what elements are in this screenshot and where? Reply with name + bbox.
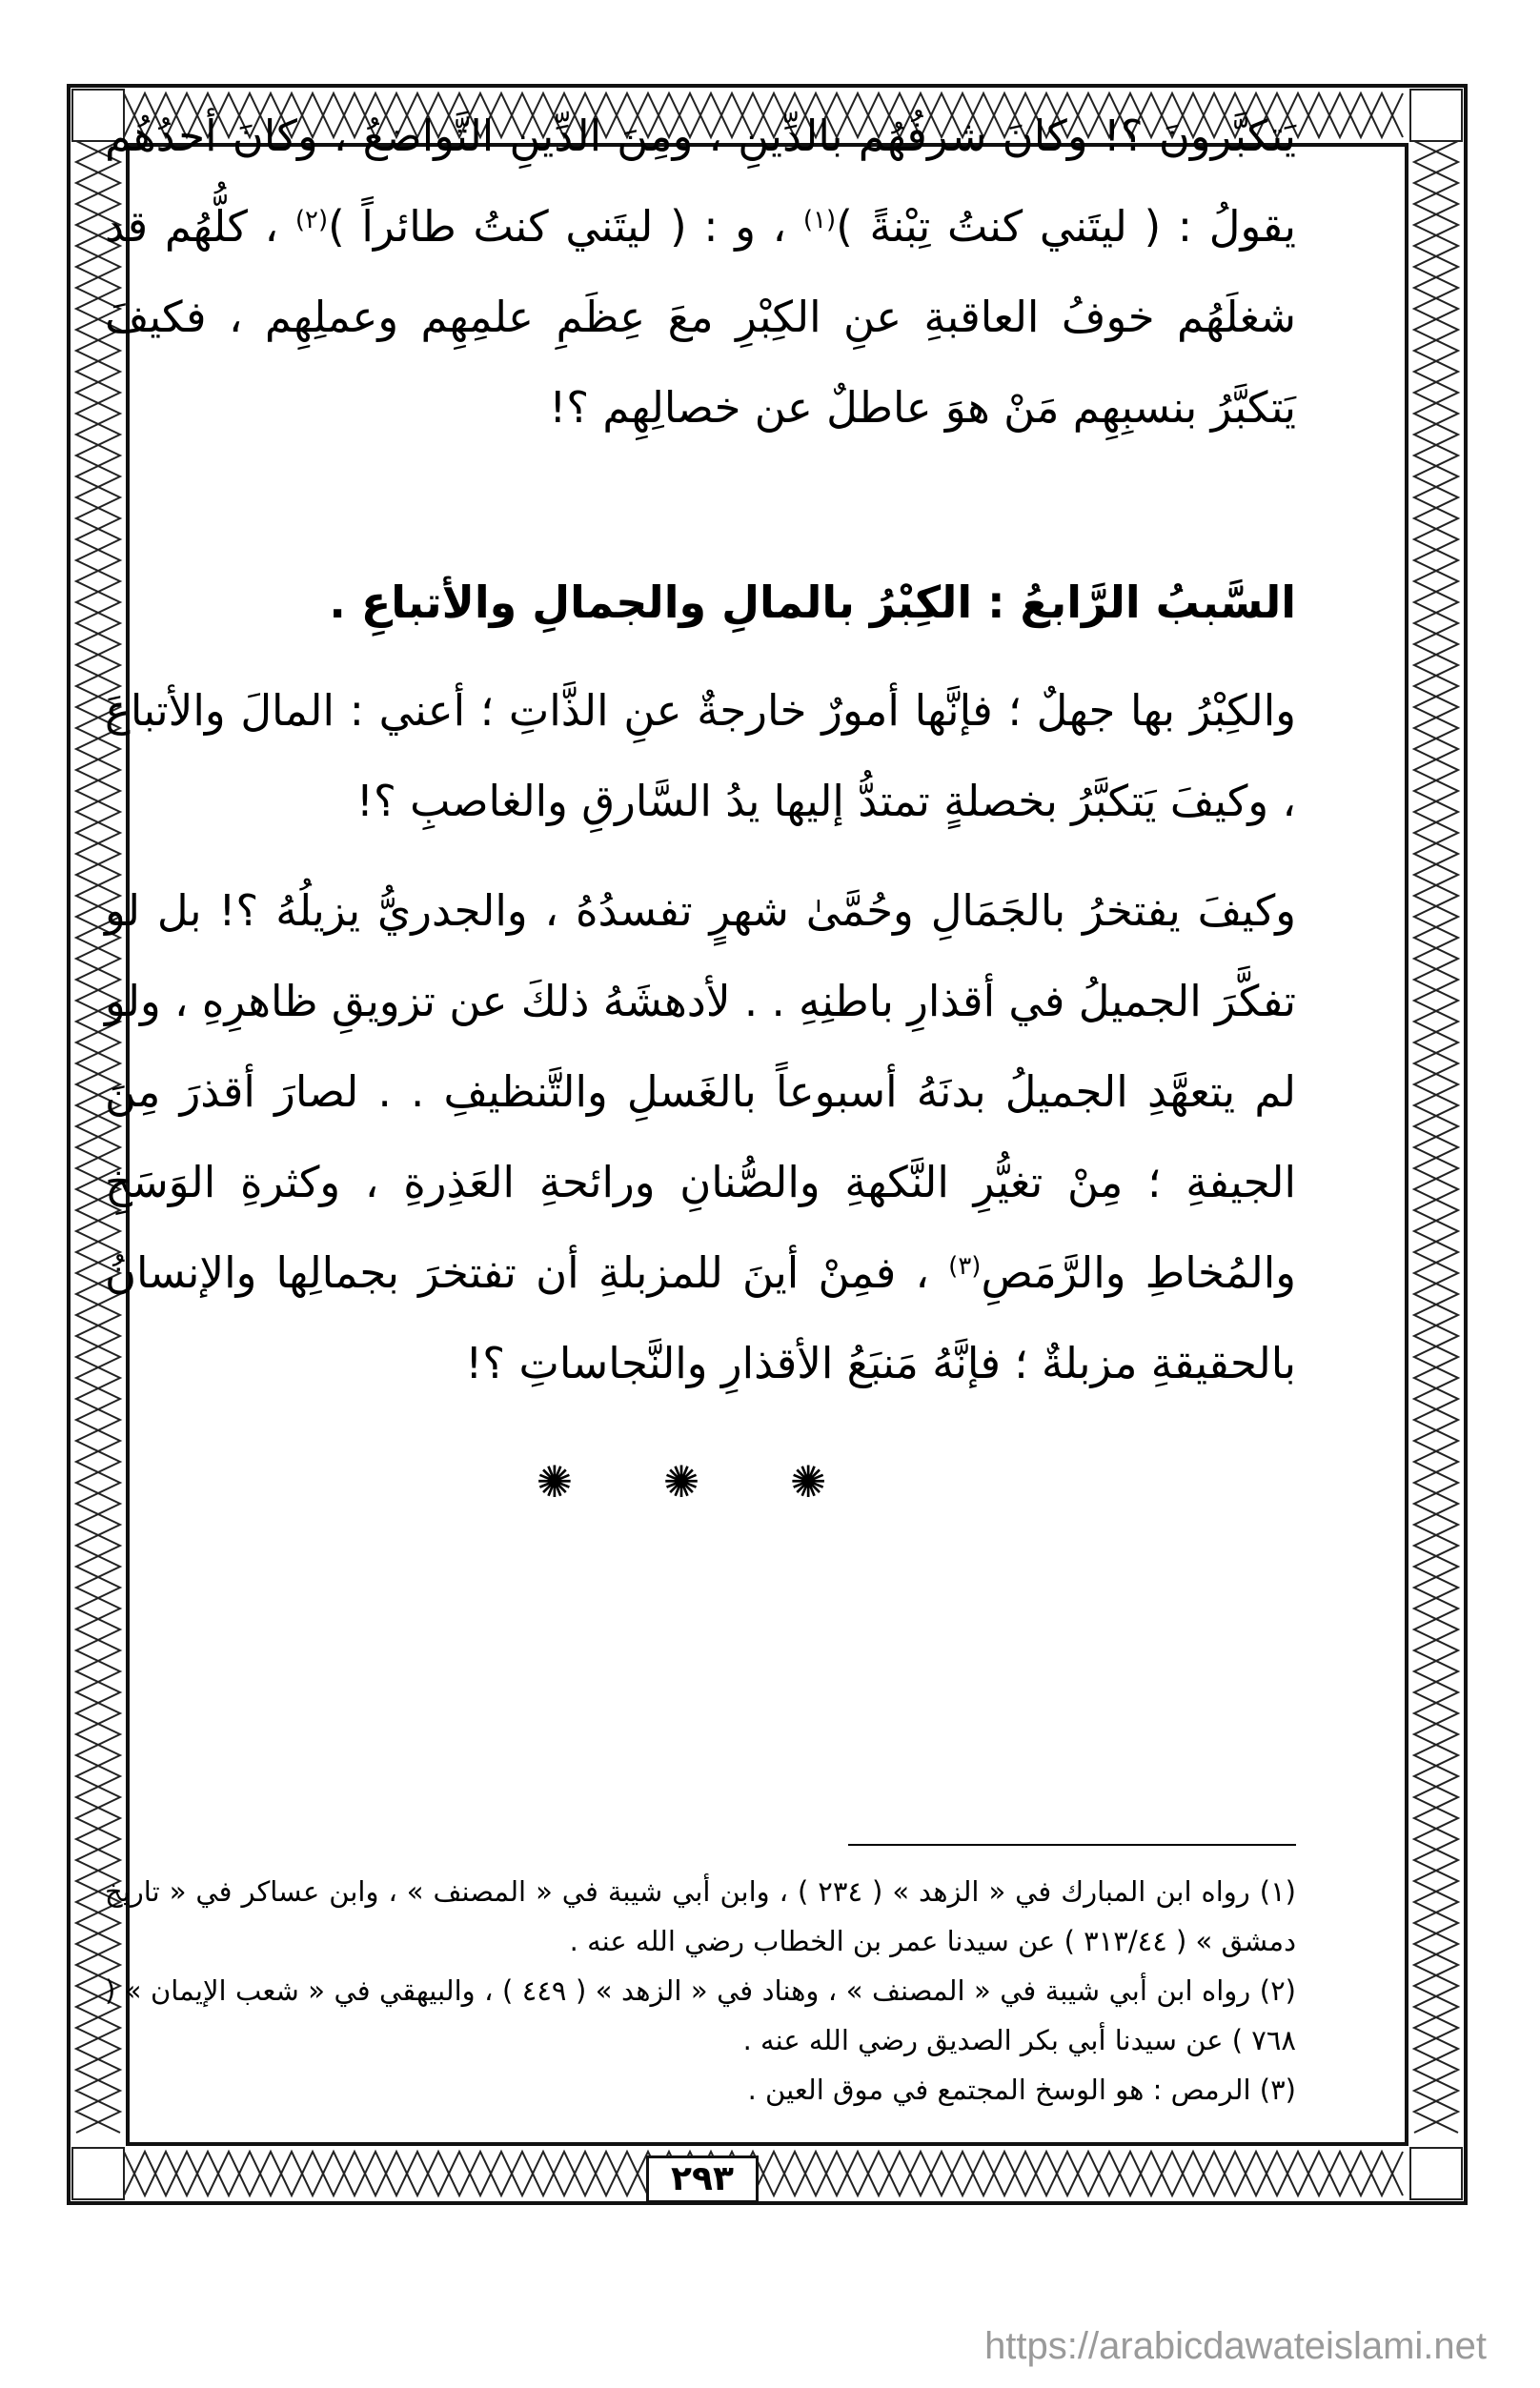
footnote-3: (٣) الرمص : هو الوسخ المجتمع في موق العين . (747, 2074, 1296, 2106)
ornament-divider-icon: ✺ ✺ ✺ (536, 1456, 865, 1508)
footnote-ref-1[interactable]: (١) (802, 206, 837, 234)
footnote-ref-2[interactable]: (٢) (294, 206, 329, 234)
footnotes (105, 1844, 1296, 2115)
watermark-url: https://arabicdawateislami.net (984, 2325, 1487, 2367)
footnote-2: (٢) رواه ابن أبي شيبة في « المصنف » ، وهناد في « الزهد » ( ٤٤٩ ) ، والبيهقي في « شعب الإيمان » ( ٧٦٨ ) عن سيدنا أبي بكر الصديق رضي الله عنه . (105, 1974, 1296, 2056)
footnote-1: (١) رواه ابن المبارك في « الزهد » ( ٢٣٤ ) ، وابن أبي شيبة في « المصنف » ، وابن عساكر في « تاريخ دمشق » ( ٣١٣/٤٤ ) عن سيدنا عمر بن الخطاب رضي الله عنه . (105, 1875, 1296, 1957)
paragraph-3a-text: وكيفَ يفتخرُ بالجَمَالِ وحُمَّىٰ شهرٍ تفسدُهُ ، والجدريُّ يزيلُهُ ؟! بل لو تفكَّرَ الجميلُ في أقذارِ باطنِهِ . . لأدهشَهُ ذلكَ عن تزويقِ ظاهرِهِ ، ولو لم يتعهَّدِ الجميلُ بدنَهُ أسبوعاً بالغَسلِ والتَّنظيفِ . . لصارَ أقذرَ مِنَ الجيفةِ ؛ مِنْ تغيُّرِ النَّكهةِ والصُّنانِ ورائحةِ العَذِرةِ ، وكثرةِ الوَسَخِ والمُخاطِ والرَّمَصِ (105, 885, 1296, 1298)
section-heading: السَّببُ الرَّابعُ : الكِبْرُ بالمالِ والجمالِ والأتباعِ . (329, 577, 1296, 628)
footnote-ref-3[interactable]: (٣) (948, 1252, 982, 1281)
main-text (105, 91, 1296, 1508)
page-number: ٢٩٣ (646, 2155, 759, 2203)
paragraph-1 (105, 91, 1296, 453)
paragraph-1b-text: ، و : ( ليتَني كنتُ طائراً ) (328, 201, 787, 252)
paragraph-3 (105, 865, 1296, 1408)
paragraph-1c-text: ، كلُّهُم قد شغلَهُم خوفُ العاقبةِ عنِ الكِبْرِ معَ عِظَمِ علمِهِم وعملِهِم ، فكيفَ يَتكبَّرُ بنسبِهِم مَنْ هوَ عاطلٌ عن خصالِهِم ؟! (105, 201, 1296, 433)
footnote-separator (848, 1844, 1296, 1846)
paragraph-1-text: يَتكبَّرونَ ؟! وكانَ شرفُهُم بالدِّينِ ، ومِنَ الدِّينِ التَّواضعُ ، وكانَ أحدُهُم يقولُ : ( ليتَني كنتُ تِبْنةً ) (105, 111, 1296, 252)
paragraph-3b-text: ، فمِنْ أينَ للمزبلةِ أن تفتخرَ بجمالِها والإنسانُ بالحقيقةِ مزبلةٌ ؛ فإنَّهُ مَنبَعُ الأقذارِ والنَّجاساتِ ؟! (105, 1247, 1296, 1388)
paragraph-2: والكِبْرُ بها جهلٌ ؛ فإنَّها أمورٌ خارجةٌ عنِ الذَّاتِ ؛ أعني : المالَ والأتباعَ ، وكيفَ يَتكبَّرُ بخصلةٍ تمتدُّ إليها يدُ السَّارقِ والغاصبِ ؟! (105, 685, 1296, 826)
